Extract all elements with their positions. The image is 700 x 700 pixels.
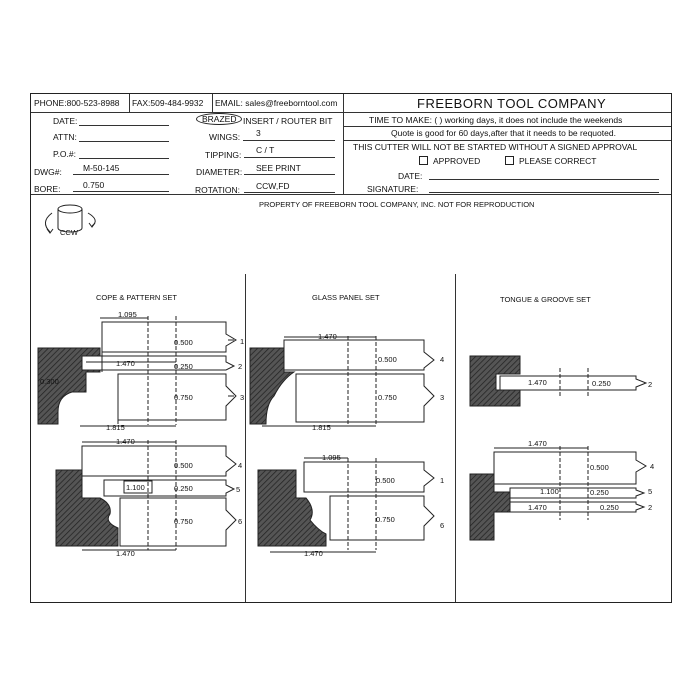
dim-label: 1.095: [118, 310, 137, 319]
dim-label: 0.500: [174, 461, 193, 470]
dim-label: 1.095: [322, 453, 341, 462]
rotation-value: CCW,FD: [256, 181, 290, 191]
approval-warning: THIS CUTTER WILL NOT BE STARTED WITHOUT A SIGNED APPROVAL: [353, 142, 638, 152]
dim-label: 0.250: [174, 484, 193, 493]
dim-label: 1.470: [318, 332, 337, 341]
rotation-icon-label: CCW: [60, 228, 78, 237]
signature-label: SIGNATURE:: [367, 184, 419, 194]
dim-label: 0.750: [376, 515, 395, 524]
dim-label: 0.250: [592, 379, 611, 388]
glass-lower-drawing: [258, 458, 434, 552]
dim-label: 1.470: [528, 378, 547, 387]
dim-label: 0.250: [174, 362, 193, 371]
time-to-make-text: TIME TO MAKE: ( ) working days, it does not include the weekends: [369, 115, 623, 125]
date-label: DATE:: [53, 116, 78, 126]
dim-label: 1.470: [116, 549, 135, 558]
callout-number: 5: [236, 485, 241, 494]
tipping-value: C / T: [256, 145, 275, 155]
callout-number: 1: [440, 476, 445, 485]
po-label: P.O.#:: [53, 149, 76, 159]
phone-text: PHONE:800-523-8988: [34, 98, 120, 108]
callout-number: 4: [440, 355, 445, 364]
cope-pattern-title: COPE & PATTERN SET: [96, 293, 177, 302]
dim-label: 1.100: [126, 483, 145, 492]
glass-panel-title: GLASS PANEL SET: [312, 293, 380, 302]
company-name: FREEBORN TOOL COMPANY: [417, 96, 607, 111]
cope-upper-drawing: [38, 316, 236, 426]
dim-label: 0.750: [174, 393, 193, 402]
wings-label: WINGS:: [209, 132, 241, 142]
fax-text: FAX:509-484-9932: [132, 98, 204, 108]
cope-lower-drawing: [56, 440, 236, 550]
wings-value: 3: [256, 128, 261, 138]
dim-label: 0.250: [600, 503, 619, 512]
please-correct-label: PLEASE CORRECT: [519, 156, 597, 166]
dim-label: 1.470: [116, 437, 135, 446]
quote-note: Quote is good for 60 days,after that it needs to be requoted.: [391, 128, 616, 138]
brazed-circled: BRAZED: [196, 113, 242, 125]
dim-label: 0.500: [590, 463, 609, 472]
dim-label: 1.815: [312, 423, 331, 432]
dim-label: 1.470: [304, 549, 323, 558]
callout-number: 2: [648, 380, 653, 389]
glass-upper-drawing: [250, 336, 434, 426]
tongue-upper-drawing: [470, 356, 646, 406]
callout-number: 6: [238, 517, 243, 526]
callout-number: 4: [650, 462, 655, 471]
callout-number: 3: [440, 393, 445, 402]
callout-number: 5: [648, 487, 653, 496]
dim-label: 0.500: [174, 338, 193, 347]
dim-label: 0.500: [378, 355, 397, 364]
property-note: PROPERTY OF FREEBORN TOOL COMPANY, INC. NOT FOR REPRODUCTION: [259, 200, 535, 209]
dim-label: 0.300: [40, 377, 59, 386]
callout-number: 2: [238, 362, 243, 371]
dim-label: 1.815: [106, 423, 125, 432]
bore-value: 0.750: [83, 180, 105, 190]
diameter-value: SEE PRINT: [256, 163, 301, 173]
dim-label: 0.750: [378, 393, 397, 402]
dwg-label: DWG#:: [34, 167, 62, 177]
attn-label: ATTN:: [53, 132, 77, 142]
callout-number: 3: [240, 393, 245, 402]
dim-label: 1.470: [528, 439, 547, 448]
callout-number: 2: [648, 503, 653, 512]
approved-label: APPROVED: [433, 156, 481, 166]
callout-number: 4: [238, 461, 243, 470]
dim-label: 0.750: [174, 517, 193, 526]
dim-label: 0.250: [590, 488, 609, 497]
callout-number: 6: [440, 521, 445, 530]
email-text: EMAIL: sales@freeborntool.com: [215, 98, 338, 108]
dwg-value: M-50-145: [83, 163, 120, 173]
dim-label: 0.500: [376, 476, 395, 485]
dim-label: 1.100: [540, 487, 559, 496]
tongue-groove-title: TONGUE & GROOVE SET: [500, 295, 591, 304]
insert-router-text: INSERT / ROUTER BIT: [243, 116, 333, 126]
diameter-label: DIAMETER:: [196, 167, 243, 177]
bore-label: BORE:: [34, 184, 61, 194]
tipping-label: TIPPING:: [205, 150, 242, 160]
callout-number: 1: [240, 337, 245, 346]
dim-label: 1.470: [528, 503, 547, 512]
approval-date-label: DATE:: [398, 171, 423, 181]
rotation-label: ROTATION:: [195, 185, 241, 195]
dim-label: 1.470: [116, 359, 135, 368]
